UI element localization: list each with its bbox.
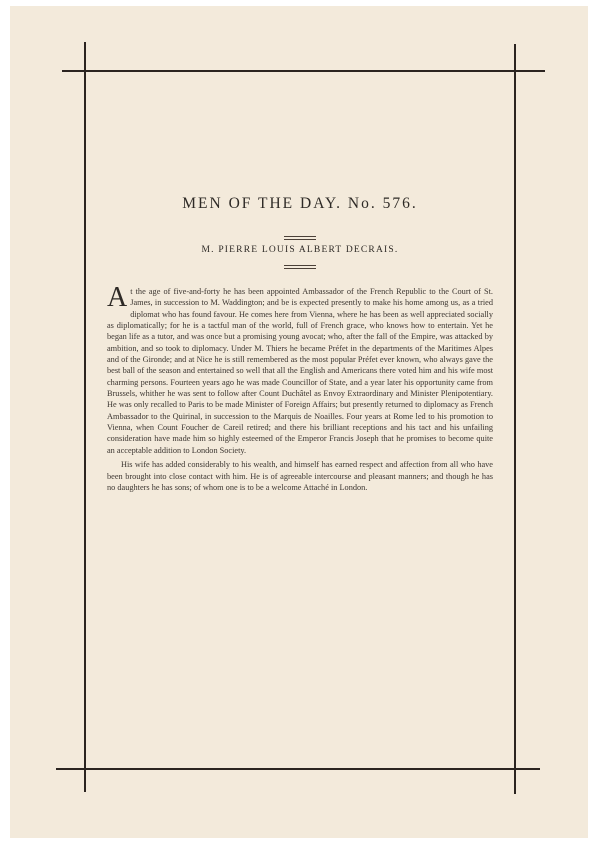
top-border-line [62, 70, 545, 72]
page-title: MEN OF THE DAY. No. 576. [182, 195, 418, 212]
bottom-border-line [56, 768, 540, 770]
article-paragraph: At the age of five-and-forty he has been appointed Ambassador of the French Republic to the Court of St. James, in succession to M. Waddington; and be is expected presently to make his home among us, as a tried diplomat who has found favour. He comes here from Vienna, where he has been as well appreciated socially as diplomatically; for he is a tactful man of the world, full of French grace, who knows how to entertain. Yet he began life as a tutor, and was once but a promising young avocat; who, after the fall of the Empire, was attacked by ambition, and so took to diplomacy. Under M. Thiers he became Préfet in the departments of the Maritimes Alpes and of the Gironde; and at Nice he is still remembered as the most popular Préfet ever known, who always gave the best ball of the season and entertained so well that all the English and Americans there voted him and his wife most charming persons. Fourteen years ago he was made Councillor of State, and a year later his opportunity came from Brussels, whither he was sent to follow after Count Duchâtel as Envoy Extraordinary and Minister Plenipotentiary. He was only recalled to Paris to be made Minister of Foreign Affairs; but presently returned to diplomacy as French Ambassador to the Quirinal, in succession to the Marquis de Noailles. Four years at Rome led to his promotion to Vienna, when Count Foucher de Careil retired; and there his brilliant receptions and his tact and his unfailing consideration have made him so highly esteemed of the Emperor Francis Joseph that he promises to become quite an acceptable addition to London Society. [107, 282, 493, 455]
article-body [107, 282, 493, 493]
title-rule-1 [284, 236, 316, 237]
article-paragraph: His wife has added considerably to his wealth, and himself has earned respect and affection from all who have been brought into close contact with him. He is of agreeable intercourse and pleasant manners; and though he has no daughters he has sons; of whom one is to be a welcome Attaché in London. [107, 460, 493, 492]
subject-name: M. PIERRE LOUIS ALBERT DECRAIS. [201, 245, 399, 255]
left-border-line [84, 42, 86, 792]
subject-rule-2 [284, 268, 316, 269]
subject-rule-1 [284, 265, 316, 266]
title-rule-2 [284, 239, 316, 240]
right-border-line [514, 44, 516, 794]
